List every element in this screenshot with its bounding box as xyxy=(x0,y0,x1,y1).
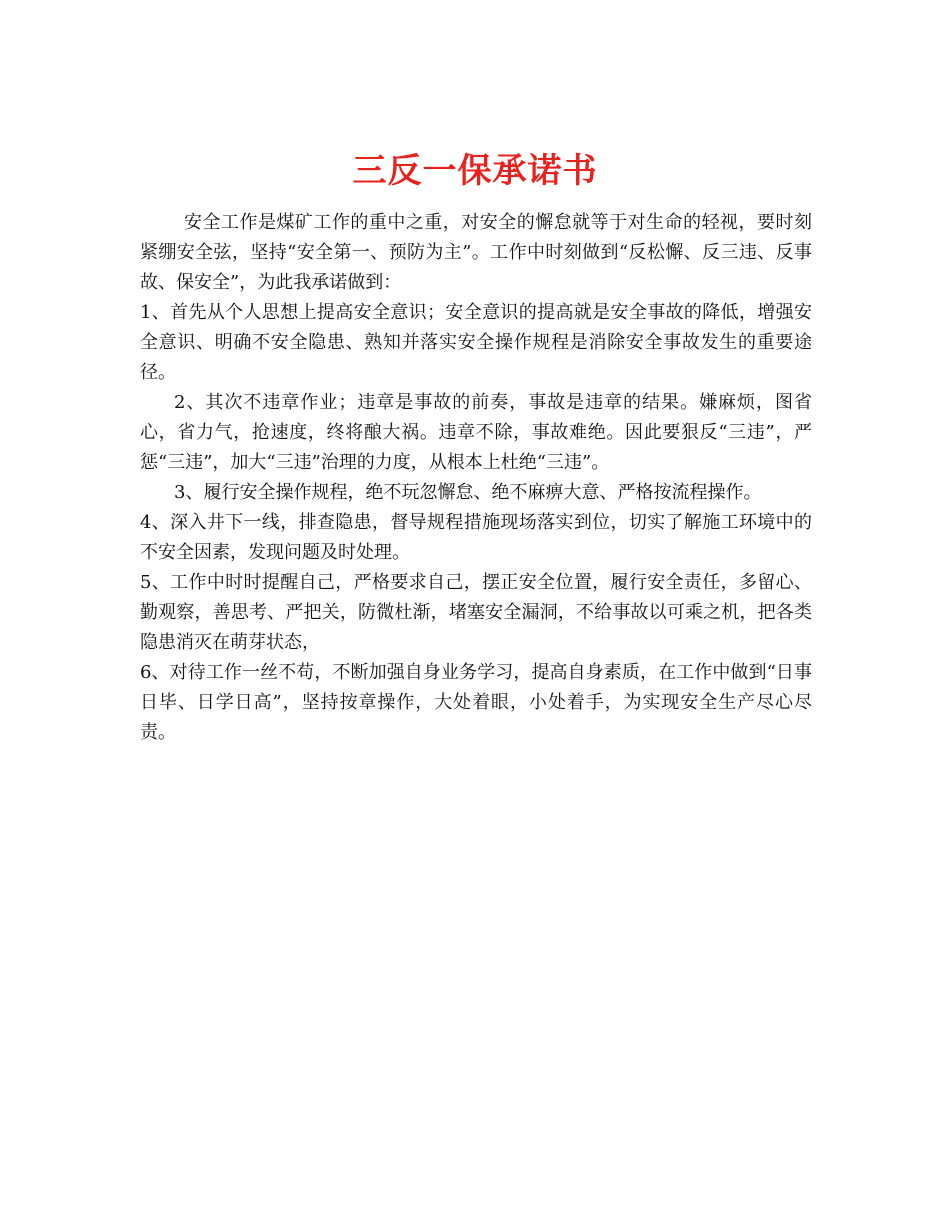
commitment-item-5: 5、工作中时时提醒自己，严格要求自己，摆正安全位置，履行安全责任，多留心、勤观察，善思考、严把关，防微杜渐，堵塞安全漏洞，不给事故以可乘之机，把各类隐患消灭在萌芽状态， xyxy=(140,572,812,653)
commitment-item-1: 1、首先从个人思想上提高安全意识；安全意识的提高就是安全事故的降低，增强安全意识、明确不安全隐患、熟知并落实安全操作规程是消除安全事故发生的重要途径。 xyxy=(140,302,812,383)
commitment-item-4: 4、深入井下一线，排查隐患，督导规程措施现场落实到位，切实了解施工环境中的不安全因素，发现问题及时处理。 xyxy=(140,512,812,563)
commitment-item-3: 3、履行安全操作规程，绝不玩忽懈怠、绝不麻痹大意、严格按流程操作。 xyxy=(174,482,762,503)
document-body xyxy=(140,208,812,748)
intro-paragraph: 安全工作是煤矿工作的重中之重，对安全的懈怠就等于对生命的轻视，要时刻紧绷安全弦，坚持“安全第一、预防为主”。工作中时刻做到“反松懈、反三违、反事故、保安全”，为此我承诺做到： xyxy=(140,212,812,293)
commitment-item-6: 6、对待工作一丝不苟，不断加强自身业务学习，提高自身素质，在工作中做到“日事日毕、日学日高”，坚持按章操作，大处着眼，小处着手，为实现安全生产尽心尽责。 xyxy=(140,662,812,743)
commitment-item-2: 2、其次不违章作业；违章是事故的前奏，事故是违章的结果。嫌麻烦，图省心，省力气，抢速度，终将酿大祸。违章不除，事故难绝。因此要狠反“三违”，严惩“三违”，加大“三违”治理的力度，从根本上杜绝“三违”。 xyxy=(140,392,812,473)
document-title: 三反一保承诺书 xyxy=(352,150,598,191)
